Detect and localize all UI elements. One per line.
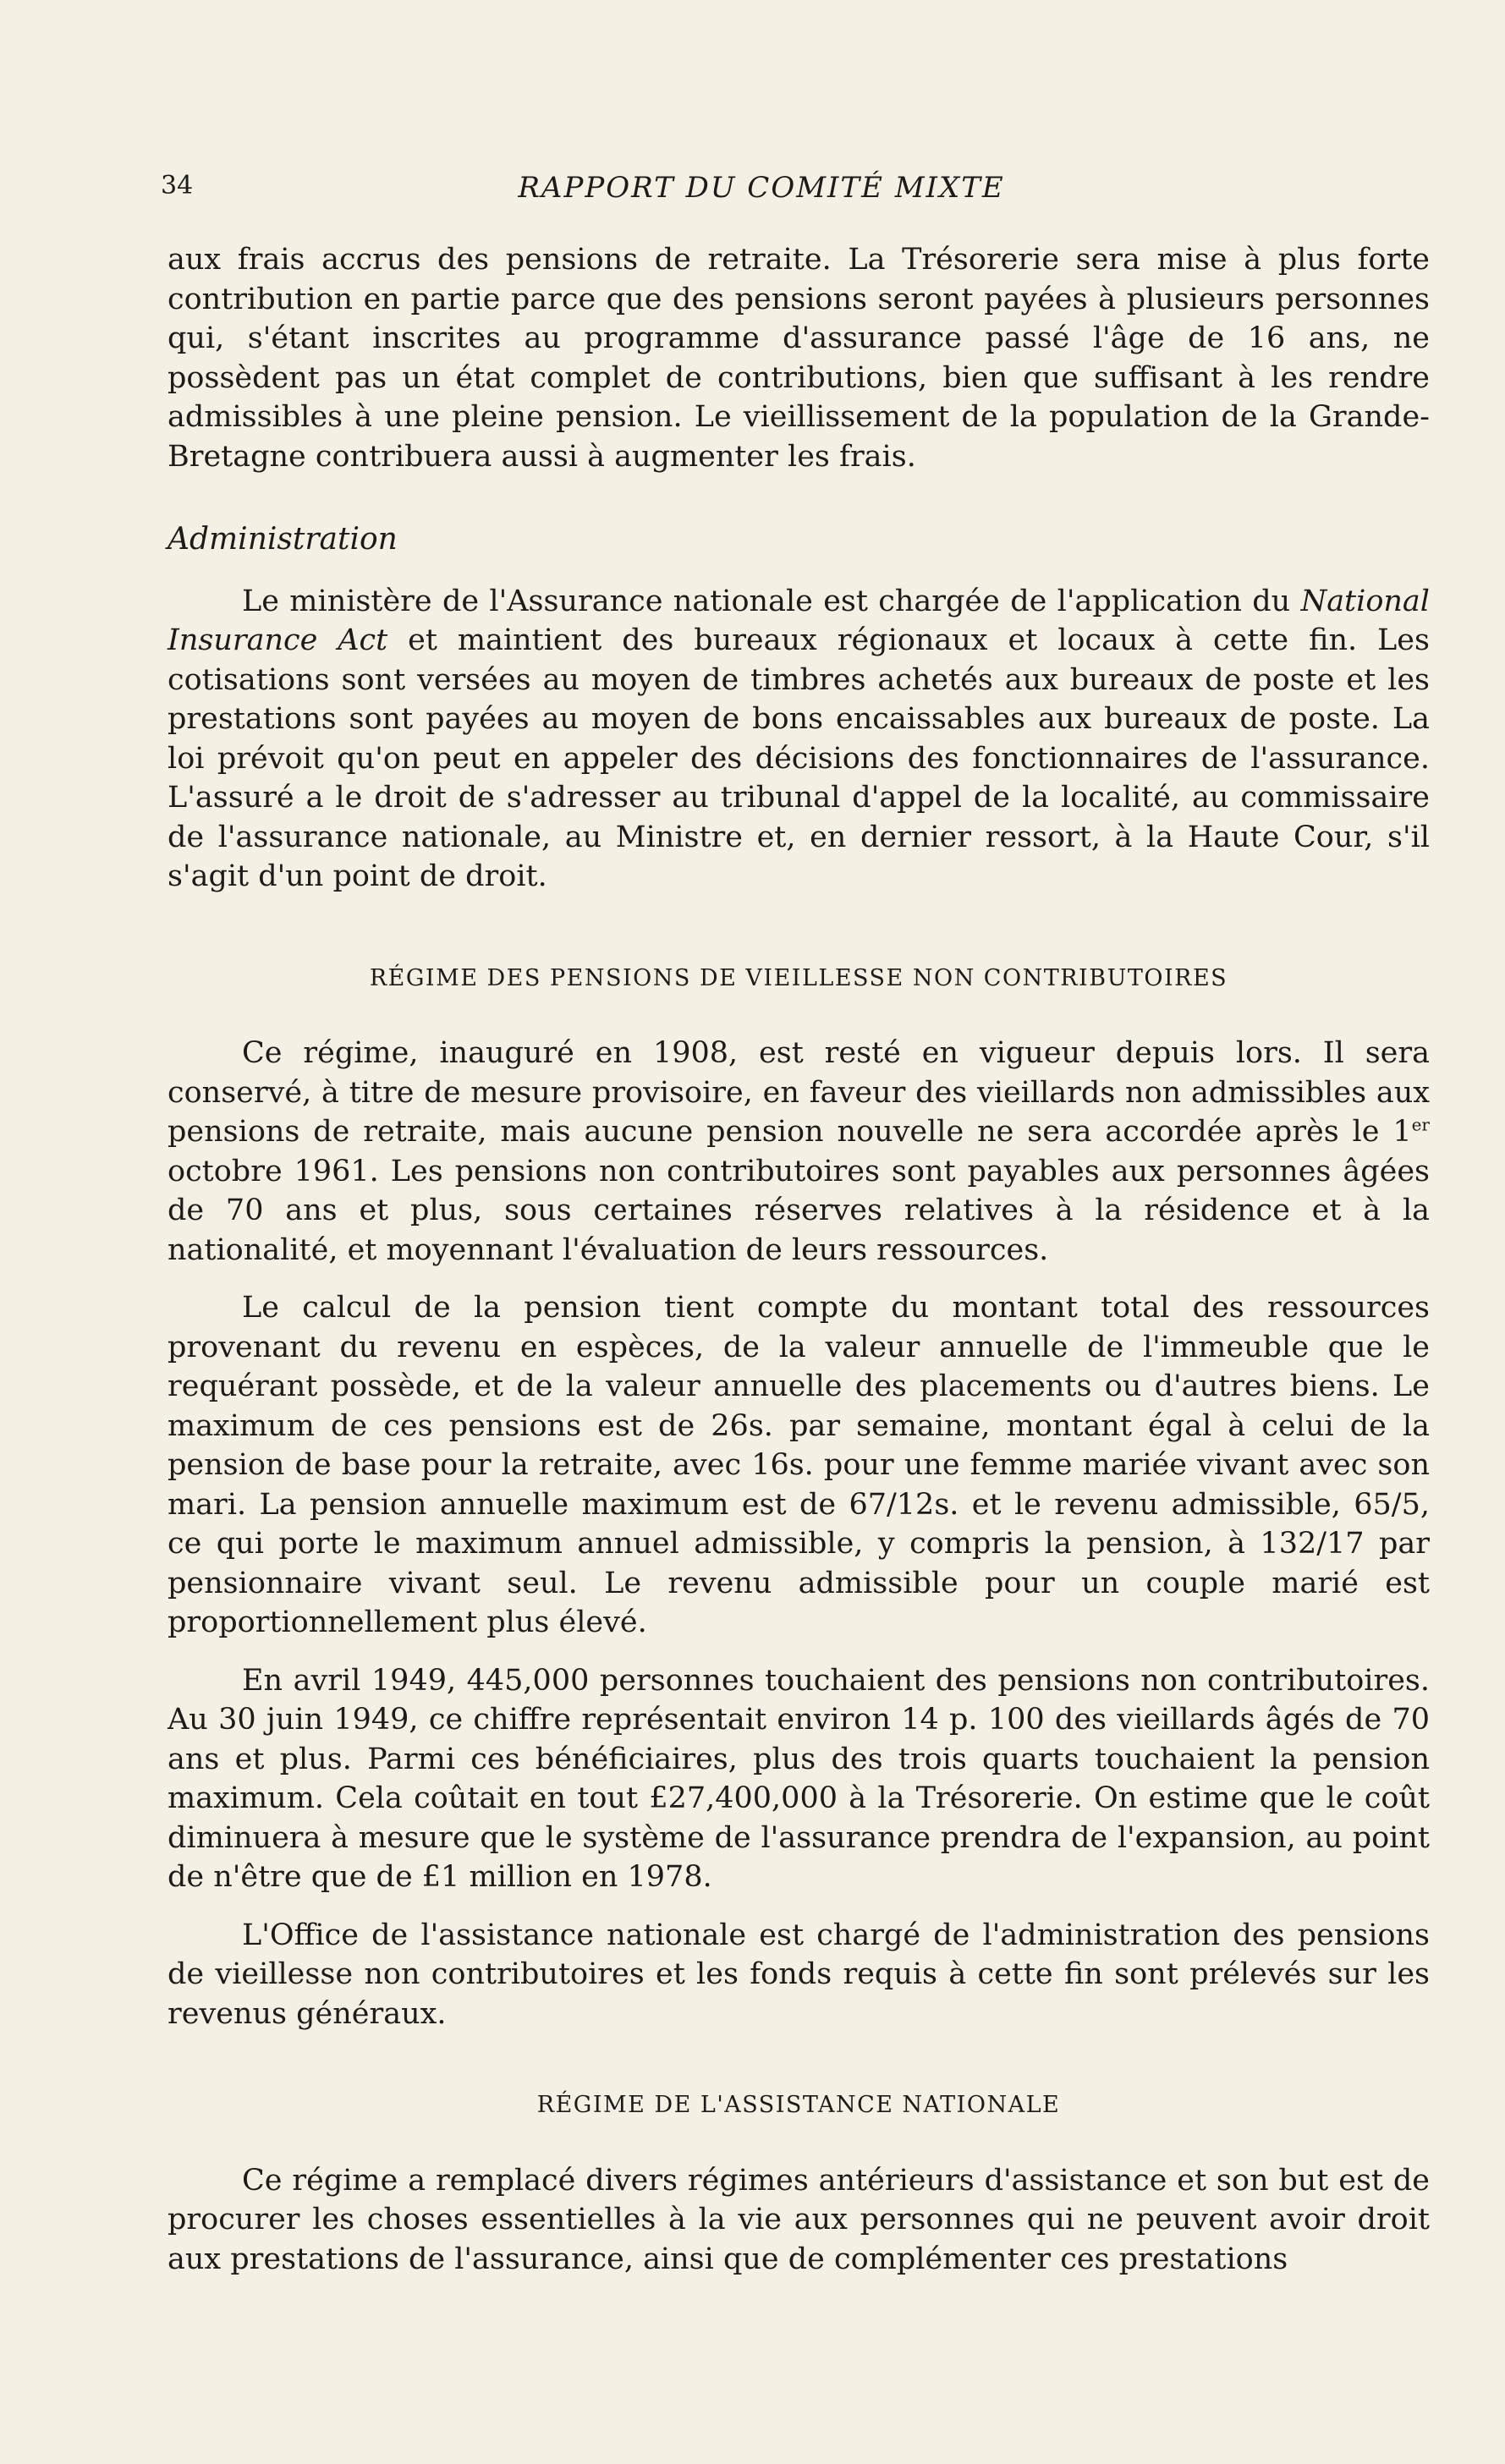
paragraph-calcul: Le calcul de la pension tient compte du montant total des ressources provenant du revenu en espèces, de la valeur annuelle de l'immeuble que le requérant possède, et de la valeur annuelle des placements ou d'autres biens. Le maximum de ces pensions est de 26s. par semaine, montant égal à celui de la pension de base pour la retraite, avec 16s. pour une femme mariée vivant avec son mari. La pension annuelle maximum est de 67/12s. et le revenu admissible, 65/5, ce qui porte le maximum annuel admissible, y compris la pension, à 132/17 par pensionnaire vivant seul. Le revenu admissible pour un couple marié est proportionnellement plus élevé.: [168, 1291, 1430, 1639]
paragraph-avril-1949: En avril 1949, 445,000 personnes touchaient des pensions non contributoires. Au 30 juin 1949, ce chiffre représentait environ 14 p. 100 des vieillards âgés de 70 ans et plus. Parmi ces bénéficiaires, plus des trois quarts touchaient la pension maximum. Cela coûtait en tout £27,400,000 à la Trésorerie. On estime que le coût diminuera à mesure que le système de l'assurance prendra de l'expansion, au point de n'être que de £1 million en 1978.: [168, 1663, 1430, 1894]
paragraph-office: L'Office de l'assistance nationale est chargé de l'administration des pensions de vieillesse non contributoires et les fonds requis à cette fin sont prélevés sur les revenus généraux.: [168, 1918, 1430, 2031]
paragraph-regime: [168, 1034, 1430, 1270]
heading-old-age-pensions: RÉGIME DES PENSIONS DE VIEILLESSE NON CONTRIBUTOIRES: [369, 964, 1228, 991]
regime-text-part-1: Ce régime, inauguré en 1908, est resté en vigueur depuis lors. Il sera conservé, à titre de mesure provisoire, en faveur des vieillards non admissibles aux pensions de retraite, mais aucune pension nouvelle ne sera accordée après le 1: [168, 1036, 1430, 1149]
running-title: RAPPORT DU COMITÉ MIXTE: [518, 171, 1005, 205]
act-title: National Insurance Act: [168, 584, 1430, 657]
admin-text-part-2: et maintient des bureaux régionaux et locaux à cette fin. Les cotisations sont versées au moyen de timbres achetés aux bureaux de poste et les prestations sont payées au moyen de bons encaissables aux bureaux de poste. La loi prévoit qu'on peut en appeler des décisions des fonctionnaires de l'assurance. L'assuré a le droit de s'adresser au tribunal d'appel de la localité, au commissaire de l'assurance nationale, au Ministre et, en dernier ressort, à la Haute Cour, s'il s'agit d'un point de droit.: [168, 623, 1430, 893]
paragraph-assistance: Ce régime a remplacé divers régimes antérieurs d'assistance et son but est de procurer les choses essentielles à la vie aux personnes qui ne peuvent avoir droit aux prestations de l'assurance, ainsi que de complémenter ces prestations: [168, 2163, 1430, 2276]
ordinal-superscript: er: [1411, 1114, 1430, 1135]
heading-national-assistance: RÉGIME DE L'ASSISTANCE NATIONALE: [536, 2092, 1061, 2118]
regime-text-part-2: octobre 1961. Les pensions non contributoires sont payables aux personnes âgées de 70 ans et plus, sous certaines réserves relatives à la résidence et à la nationalité, et moyennant l'évaluation de leurs ressources.: [168, 1154, 1430, 1267]
paragraph-intro: aux frais accrus des pensions de retraite. La Trésorerie sera mise à plus forte contribution en partie parce que des pensions seront payées à plusieurs personnes qui, s'étant inscrites au programme d'assurance passé l'âge de 16 ans, ne possèdent pas un état complet de contributions, bien que suffisant à les rendre admissibles à une pleine pension. Le vieillissement de la population de la Grande-Bretagne contribuera aussi à augmenter les frais.: [168, 243, 1430, 474]
body-text: [168, 240, 1430, 2279]
page-number: 34: [161, 171, 194, 200]
paragraph-administration: [168, 582, 1430, 897]
subheading-administration: Administration: [168, 522, 398, 557]
page-header: [161, 171, 1362, 210]
admin-text-part-1: Le ministère de l'Assurance nationale est chargée de l'application du: [242, 584, 1301, 618]
